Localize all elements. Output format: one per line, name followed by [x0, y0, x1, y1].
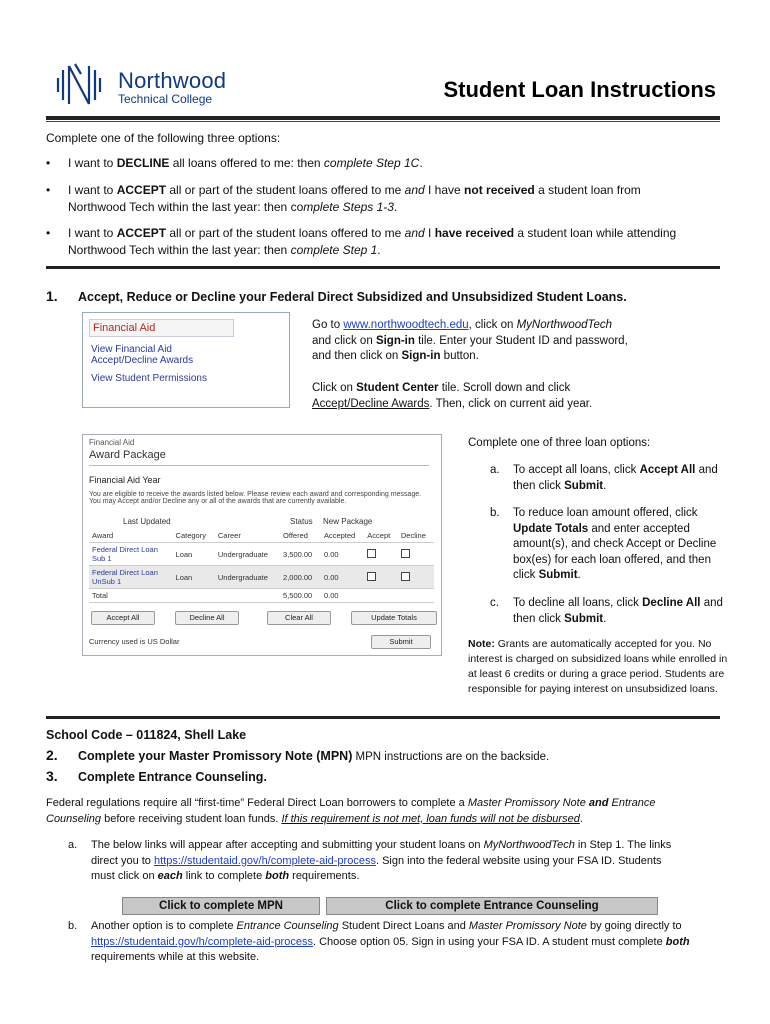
total-offered: 5,500.00: [280, 589, 321, 603]
option-a-letter: a.: [490, 464, 500, 476]
financial-aid-heading: Financial Aid: [89, 319, 234, 337]
accepted-cell[interactable]: 0.00: [321, 566, 364, 589]
update-totals-button[interactable]: Update Totals: [351, 611, 437, 625]
para-b-letter: b.: [68, 920, 78, 932]
col-career: Career: [215, 529, 280, 543]
loan-options-intro: Complete one of three loan options:: [468, 437, 651, 449]
status-label: Status: [290, 517, 313, 526]
option-decline: I want to DECLINE all loans offered to me: then complete Step 1C.: [68, 156, 423, 170]
step2-number: 2.: [46, 747, 58, 763]
grants-note: Note: Grants are automatically accepted for you. No interest is charged on subsidized loans while enrolled in at least 6 credits or during a grace period. Students are responsible for paying interest on unsubsidized loans.: [468, 638, 728, 695]
step1-heading: Accept, Reduce or Decline your Federal Direct Subsidized and Unsubsidized Student Loans.: [78, 290, 627, 304]
view-student-permissions-link[interactable]: View Student Permissions: [91, 373, 207, 384]
view-financial-aid-link[interactable]: View Financial Aid: [91, 344, 172, 355]
status-value: New Package: [323, 517, 373, 526]
bullet: •: [46, 183, 51, 197]
clear-all-button[interactable]: Clear All: [267, 611, 331, 625]
brand-name: Northwood: [118, 68, 227, 93]
para-b-text: Another option is to complete Entrance Counseling Student Direct Loans and Master Promissory Note by going directly to https://studentaid.gov/h/complete-aid-process. Choose option 05. Sign in using your FSA ID. A student must complete both requirements while at this website.: [91, 920, 690, 963]
award-link[interactable]: Federal Direct Loan Sub 1: [89, 543, 173, 566]
decline-checkbox[interactable]: [401, 572, 410, 581]
award-table-header: [89, 529, 434, 543]
bullet: •: [46, 156, 51, 170]
total-row: [89, 589, 434, 603]
northwood-logo-icon: [55, 60, 111, 110]
para-a-text: The below links will appear after accepting and submitting your student loans on MyNorthwoodTech in Step 1. The links direct you to https://studentaid.gov/h/complete-aid-process. Sign into the federal website using your FSA ID. Students must click on each link to complete both requirements.: [91, 839, 672, 882]
col-decline: Decline: [398, 529, 434, 543]
last-updated-label: Last Updated: [123, 517, 171, 526]
complete-mpn-button[interactable]: Click to complete MPN: [122, 897, 320, 915]
bullet: •: [46, 226, 51, 240]
step1-number: 1.: [46, 288, 58, 304]
para-a-letter: a.: [68, 839, 78, 851]
step2-text: Complete your Master Promissory Note (MPN) MPN instructions are on the backside.: [78, 749, 550, 763]
accept-checkbox[interactable]: [367, 572, 376, 581]
option-b-text: To reduce loan amount offered, click Update Totals and enter accepted amount(s), and check Accept or Decline box(es) for each loan offered, and then click Submit.: [513, 507, 717, 581]
option-c-letter: c.: [490, 597, 499, 609]
total-label: Total: [89, 589, 173, 603]
option-b-letter: b.: [490, 507, 500, 519]
total-accepted: 0.00: [321, 589, 364, 603]
col-category: Category: [173, 529, 215, 543]
brand-subtitle: Technical College: [118, 92, 213, 106]
table-row: [89, 543, 434, 566]
option-c-text: To decline all loans, click Decline All and then click Submit.: [513, 597, 723, 625]
award-divider: [89, 465, 429, 466]
col-accepted: Accepted: [321, 529, 364, 543]
section-divider: [46, 266, 720, 269]
offered-cell: 2,000.00: [280, 566, 321, 589]
category-cell: Loan: [173, 543, 215, 566]
career-cell: Undergraduate: [215, 566, 280, 589]
page-title: Student Loan Instructions: [443, 77, 716, 102]
award-link[interactable]: Federal Direct Loan UnSub 1: [89, 566, 173, 589]
col-accept: Accept: [364, 529, 398, 543]
student-center-instructions: Click on Student Center tile. Scroll down and click Accept/Decline Awards. Then, click on current aid year.: [312, 382, 593, 410]
option-accept-returning: I want to ACCEPT all or part of the student loans offered to me and I have received a student loan while attending Northwood Tech within the last year: then complete Step 1.: [68, 226, 677, 257]
header-divider: [46, 116, 720, 120]
studentaid-direct-link[interactable]: https://studentaid.gov/h/complete-aid-process: [91, 935, 313, 948]
accepted-cell[interactable]: 0.00: [321, 543, 364, 566]
header-divider-thin: [46, 121, 720, 122]
submit-button[interactable]: Submit: [371, 635, 431, 649]
intro-text: Complete one of the following three options:: [46, 131, 281, 145]
col-award: Award: [89, 529, 173, 543]
award-package-title: Award Package: [89, 449, 166, 461]
decline-all-button[interactable]: Decline All: [175, 611, 239, 625]
offered-cell: 3,500.00: [280, 543, 321, 566]
federal-regulations-text: Federal regulations require all “first-time” Federal Direct Loan borrowers to complete a Master Promissory Note and Entrance Counseling before receiving student loan funds. If this requirement is not met, loan funds will not be disbursed.: [46, 797, 656, 825]
section-divider: [46, 716, 720, 719]
award-table: [89, 529, 434, 603]
eligible-text: You are eligible to receive the awards listed below. Please review each award and corresponding message. You may Accept and/or Decline any or all of the awards that are currently available.: [89, 491, 422, 505]
goto-instructions: Go to www.northwoodtech.edu, click on MyNorthwoodTech and click on Sign-in tile. Enter your Student ID and password, and then click on Sign-in button.: [312, 319, 628, 362]
category-cell: Loan: [173, 566, 215, 589]
decline-checkbox[interactable]: [401, 549, 410, 558]
table-row: [89, 566, 434, 589]
school-code: School Code – 011824, Shell Lake: [46, 728, 247, 742]
currency-note: Currency used is US Dollar: [89, 637, 180, 646]
option-a-text: To accept all loans, click Accept All and then click Submit.: [513, 464, 718, 492]
col-offered: Offered: [280, 529, 321, 543]
financial-aid-panel: [82, 312, 290, 408]
step3-heading: Complete Entrance Counseling.: [78, 770, 267, 784]
aid-year-label: Financial Aid Year: [89, 475, 161, 485]
step3-number: 3.: [46, 768, 58, 784]
accept-checkbox[interactable]: [367, 549, 376, 558]
northwoodtech-link[interactable]: www.northwoodtech.edu: [343, 319, 469, 331]
studentaid-link[interactable]: https://studentaid.gov/h/complete-aid-process: [153, 854, 376, 867]
option-accept-new: I want to ACCEPT all or part of the student loans offered to me and I have not received a student loan from Northwood Tech within the last year: then complete Steps 1-3.: [68, 183, 641, 214]
entrance-counseling-button[interactable]: Click to complete Entrance Counseling: [326, 897, 658, 915]
career-cell: Undergraduate: [215, 543, 280, 566]
award-package-panel: [82, 434, 442, 656]
accept-decline-awards-link[interactable]: Accept/Decline Awards: [91, 355, 194, 366]
award-breadcrumb: Financial Aid: [89, 438, 135, 447]
accept-all-button[interactable]: Accept All: [91, 611, 155, 625]
